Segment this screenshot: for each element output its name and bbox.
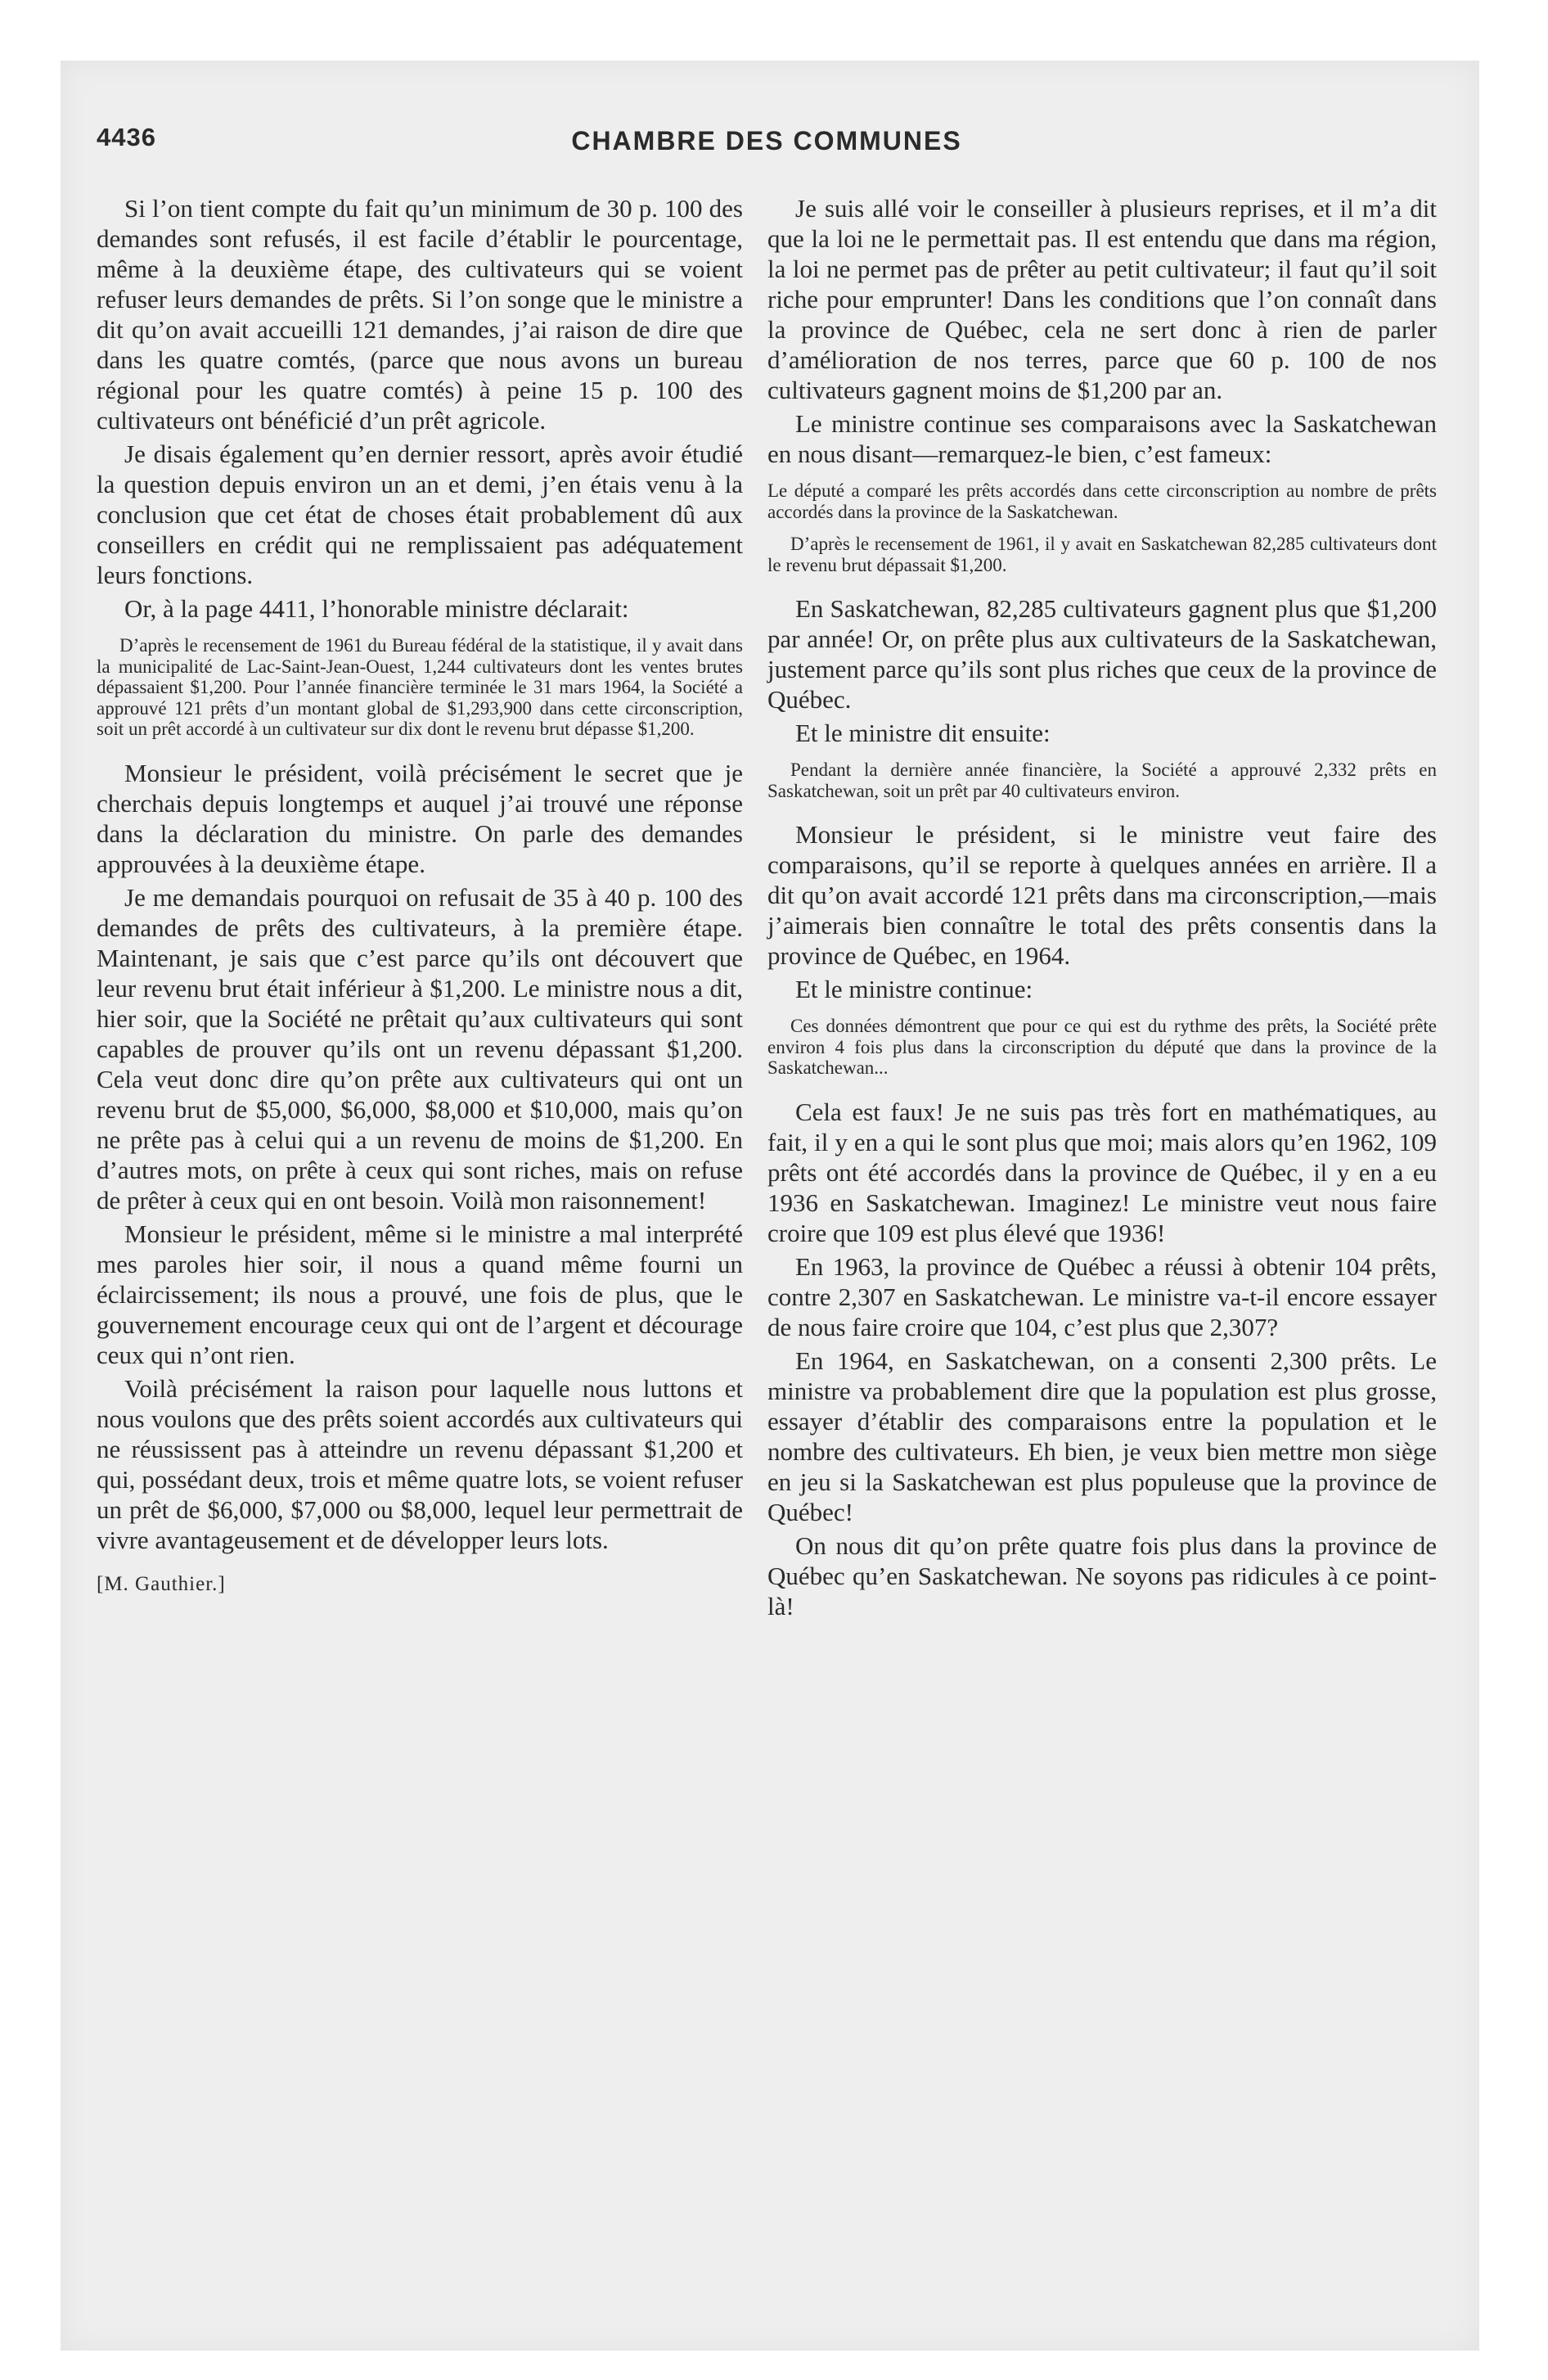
paragraph: Monsieur le président, voilà précisément le secret que je cherchais depuis longtemps et auquel j’ai trouvé une réponse dans la déclaration du ministre. On parle des demandes approuvées à la deuxième étape. xyxy=(97,758,743,878)
paragraph: En 1964, en Saskatchewan, on a consenti 2,300 prêts. Le ministre va probablement dire que la population est plus grosse, essayer d’établir des comparaisons entre la population et le nombre des cultivateurs. Eh bien, je veux bien mettre mon siège en jeu si la Saskatchewan est plus populeuse que la province de Québec! xyxy=(767,1346,1437,1526)
speaker-attribution: [M. Gauthier.] xyxy=(97,1572,226,1595)
quoted-passage: Ces données démontrent que pour ce qui est du rythme des prêts, la Société prête environ 4 fois plus dans la circonscription du député que dans la province de la Saskatchewan... xyxy=(767,1016,1437,1078)
quoted-passage: Pendant la dernière année financière, la Société a approuvé 2,332 prêts en Saskatchewan, soit un prêt par 40 cultivateurs environ. xyxy=(767,760,1437,801)
left-column xyxy=(97,193,743,1596)
paragraph: Et le ministre dit ensuite: xyxy=(795,719,1051,747)
paragraph: Voilà précisément la raison pour laquelle nous luttons et nous voulons que des prêts soient accordés aux cultivateurs qui ne réussissent pas à atteindre un revenu dépassant $1,200 et qui, possédant deux, trois et même quatre lots, se voient refuser un prêt de $6,000, $7,000 ou $8,000, lequel leur permettrait de vivre avantageusement et de développer leurs lots. xyxy=(97,1373,743,1554)
paragraph: Cela est faux! Je ne suis pas très fort en mathématiques, au fait, il y en a qui le sont plus que moi; mais alors qu’en 1962, 109 prêts ont été accordés dans la province de Québec, il y en a eu 1936 en Saskatchewan. Imaginez! Le ministre veut nous faire croire que 109 est plus élevé que 1936! xyxy=(767,1097,1437,1247)
quoted-passage: D’après le recensement de 1961 du Bureau fédéral de la statistique, il y avait dans la municipalité de Lac-Saint-Jean-Ouest, 1,244 cultivateurs dont les ventes brutes dépassaient $1,200. Pour l’année financière terminée le 31 mars 1964, la Société a approuvé 121 prêts d’un montant global de $1,293,900 dans cette circonscription, soit un prêt accordé à un cultivateur sur dix dont le revenu brut dépasse $1,200. xyxy=(97,635,743,739)
paragraph: Monsieur le président, même si le ministre a mal interprété mes paroles hier soir, il nous a quand même fourni un éclaircissement; ils nous a prouvé, une fois de plus, que le gouvernement encourage ceux qui ont de l’argent et décourage ceux qui n’ont rien. xyxy=(97,1219,743,1369)
paragraph: Le ministre continue ses comparaisons avec la Saskatchewan en nous disant—remarquez-le bien, c’est fameux: xyxy=(767,409,1437,468)
paragraph: Je me demandais pourquoi on refusait de 35 à 40 p. 100 des demandes de prêts des cultivateurs, à la première étape. Maintenant, je sais que c’est parce qu’ils ont découvert que leur revenu brut était inférieur à $1,200. Le ministre nous a dit, hier soir, que la Société ne prêtait qu’aux cultivateurs qui sont capables de prouver qu’ils ont un revenu dépassant $1,200. Cela veut donc dire qu’on prête aux cultivateurs qui ont un revenu brut de $5,000, $6,000, $8,000 et $10,000, mais qu’on ne prête pas à celui qui a un revenu de moins de $1,200. En d’autres mots, on prête à ceux qui sont riches, mais on refuse de prêter à ceux qui en ont besoin. Voilà mon raisonnement! xyxy=(97,882,743,1215)
paragraph: Et le ministre continue: xyxy=(795,975,1033,1003)
page-header xyxy=(97,123,1437,172)
paragraph: Or, à la page 4411, l’honorable ministre déclarait: xyxy=(124,594,629,623)
page-number: 4436 xyxy=(97,123,156,151)
paragraph: Je suis allé voir le conseiller à plusieurs reprises, et il m’a dit que la loi ne le permettait pas. Il est entendu que dans ma région, la loi ne permet pas de prêter au petit cultivateur; il faut qu’il soit riche pour emprunter! Dans les conditions que l’on connaît dans la province de Québec, cela ne sert donc à rien de parler d’amélioration de nos terres, parce que 60 p. 100 de nos cultivateurs gagnent moins de $1,200 par an. xyxy=(767,194,1437,404)
paragraph: En 1963, la province de Québec a réussi à obtenir 104 prêts, contre 2,307 en Saskatchewan. Le ministre va-t-il encore essayer de nous faire croire que 104, c’est plus que 2,307? xyxy=(767,1251,1437,1341)
paragraph: On nous dit qu’on prête quatre fois plus dans la province de Québec qu’en Saskatchewan. Ne soyons pas ridicules à ce point-là! xyxy=(767,1530,1437,1620)
paragraph: Je disais également qu’en dernier ressort, après avoir étudié la question depuis environ un an et demi, j’en étais venu à la conclusion que cet état de choses était probablement dû aux conseillers en crédit qui ne remplissaient pas adéquatement leurs fonctions. xyxy=(97,439,743,589)
right-column xyxy=(767,193,1437,1625)
paragraph: Monsieur le président, si le ministre veut faire des comparaisons, qu’il se reporte à quelques années en arrière. Il a dit qu’on avait accordé 121 prêts dans ma circonscription,—mais j’aimerais bien connaître le total des prêts consentis dans la province de Québec, en 1964. xyxy=(767,820,1437,970)
paragraph: Si l’on tient compte du fait qu’un minimum de 30 p. 100 des demandes sont refusés, il est facile d’établir le pourcentage, même à la deuxième étape, des cultivateurs qui se voient refuser leurs demandes de prêts. Si l’on songe que le ministre a dit qu’on avait accueilli 121 demandes, j’ai raison de dire que dans les quatre comtés, (parce que nous avons un bureau régional pour les quatre comtés) à peine 15 p. 100 des cultivateurs ont bénéficié d’un prêt agricole. xyxy=(97,194,743,435)
quoted-passage: Le député a comparé les prêts accordés dans cette circonscription au nombre de prêts accordés dans la province de la Saskatchewan. xyxy=(767,480,1437,522)
quoted-passage: D’après le recensement de 1961, il y avait en Saskatchewan 82,285 cultivateurs dont le revenu brut dépassait $1,200. xyxy=(767,534,1437,575)
paragraph: En Saskatchewan, 82,285 cultivateurs gagnent plus que $1,200 par année! Or, on prête plus aux cultivateurs de la Saskatchewan, justement parce qu’ils sont plus riches que ceux de la province de Québec. xyxy=(767,594,1437,714)
running-head: CHAMBRE DES COMMUNES xyxy=(571,126,962,156)
hansard-page xyxy=(97,123,1437,2185)
